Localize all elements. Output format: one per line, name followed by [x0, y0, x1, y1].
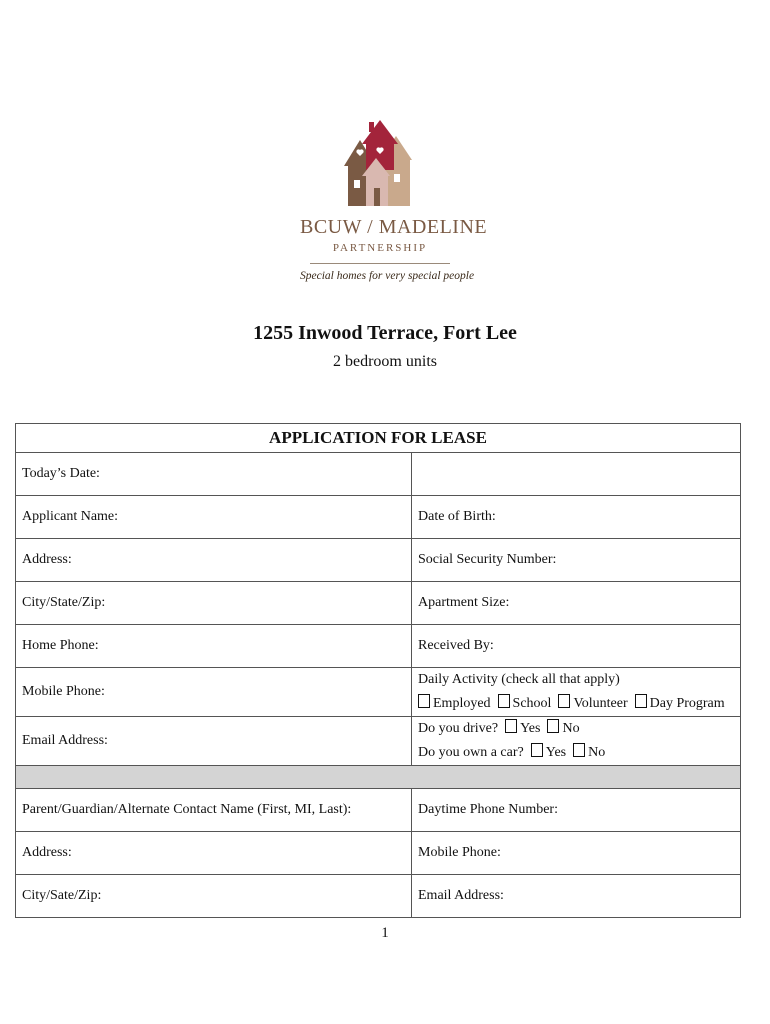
- volunteer-checkbox[interactable]: [558, 694, 570, 708]
- contact-city-field[interactable]: City/Sate/Zip:: [16, 875, 412, 918]
- blank-cell[interactable]: [412, 453, 741, 496]
- logo-divider: [310, 263, 450, 264]
- drive-question-row: [418, 717, 734, 741]
- school-checkbox[interactable]: [498, 694, 510, 708]
- car-question: Do you own a car?: [418, 745, 524, 760]
- daily-activity-label: Daily Activity (check all that apply): [418, 672, 620, 687]
- date-of-birth-field[interactable]: Date of Birth:: [412, 496, 741, 539]
- logo-subtitle: PARTNERSHIP: [332, 242, 428, 254]
- form-title: APPLICATION FOR LEASE: [16, 424, 741, 453]
- contact-name-field[interactable]: Parent/Guardian/Alternate Contact Name (First, MI, Last):: [16, 789, 412, 832]
- day-program-checkbox[interactable]: [635, 694, 647, 708]
- volunteer-label: Volunteer: [573, 696, 628, 711]
- daytime-phone-field[interactable]: Daytime Phone Number:: [412, 789, 741, 832]
- drive-no-checkbox[interactable]: [547, 719, 559, 733]
- applicant-name-field[interactable]: Applicant Name:: [16, 496, 412, 539]
- car-no-label: No: [588, 745, 606, 760]
- todays-date-field[interactable]: Today’s Date:: [16, 453, 412, 496]
- daily-activity-options: [418, 692, 734, 716]
- drive-question: Do you drive?: [418, 721, 499, 736]
- logo-tagline: Special homes for very special people: [300, 270, 475, 282]
- contact-mobile-field[interactable]: Mobile Phone:: [412, 832, 741, 875]
- city-state-zip-field[interactable]: City/State/Zip:: [16, 582, 412, 625]
- contact-address-field[interactable]: Address:: [16, 832, 412, 875]
- car-no-checkbox[interactable]: [573, 743, 585, 757]
- car-yes-checkbox[interactable]: [531, 743, 543, 757]
- car-yes-label: Yes: [545, 745, 567, 760]
- day-program-label: Day Program: [649, 696, 725, 711]
- organization-logo: [300, 118, 488, 293]
- apartment-size-field[interactable]: Apartment Size:: [412, 582, 741, 625]
- email-address-field[interactable]: Email Address:: [16, 717, 412, 766]
- drive-yes-checkbox[interactable]: [505, 719, 517, 733]
- employed-label: Employed: [433, 696, 491, 711]
- logo-brand-text: BCUW / MADELINE: [300, 216, 488, 238]
- ssn-field[interactable]: Social Security Number:: [412, 539, 741, 582]
- drive-no-label: No: [562, 721, 580, 736]
- employed-checkbox[interactable]: [418, 694, 430, 708]
- contact-email-field[interactable]: Email Address:: [412, 875, 741, 918]
- transport-cell: [412, 717, 741, 766]
- school-label: School: [512, 696, 552, 711]
- car-question-row: [418, 741, 734, 765]
- mobile-phone-field[interactable]: Mobile Phone:: [16, 668, 412, 717]
- home-phone-field[interactable]: Home Phone:: [16, 625, 412, 668]
- houses-logo-icon: [340, 118, 420, 210]
- section-divider: [16, 766, 741, 789]
- address-field[interactable]: Address:: [16, 539, 412, 582]
- received-by-field[interactable]: Received By:: [412, 625, 741, 668]
- daily-activity-cell: [412, 668, 741, 717]
- drive-yes-label: Yes: [520, 721, 541, 736]
- lease-application-form: [15, 423, 741, 918]
- property-heading: 1255 Inwood Terrace, Fort Lee: [253, 322, 517, 344]
- page-number: 1: [381, 925, 389, 941]
- unit-subheading: 2 bedroom units: [333, 353, 437, 370]
